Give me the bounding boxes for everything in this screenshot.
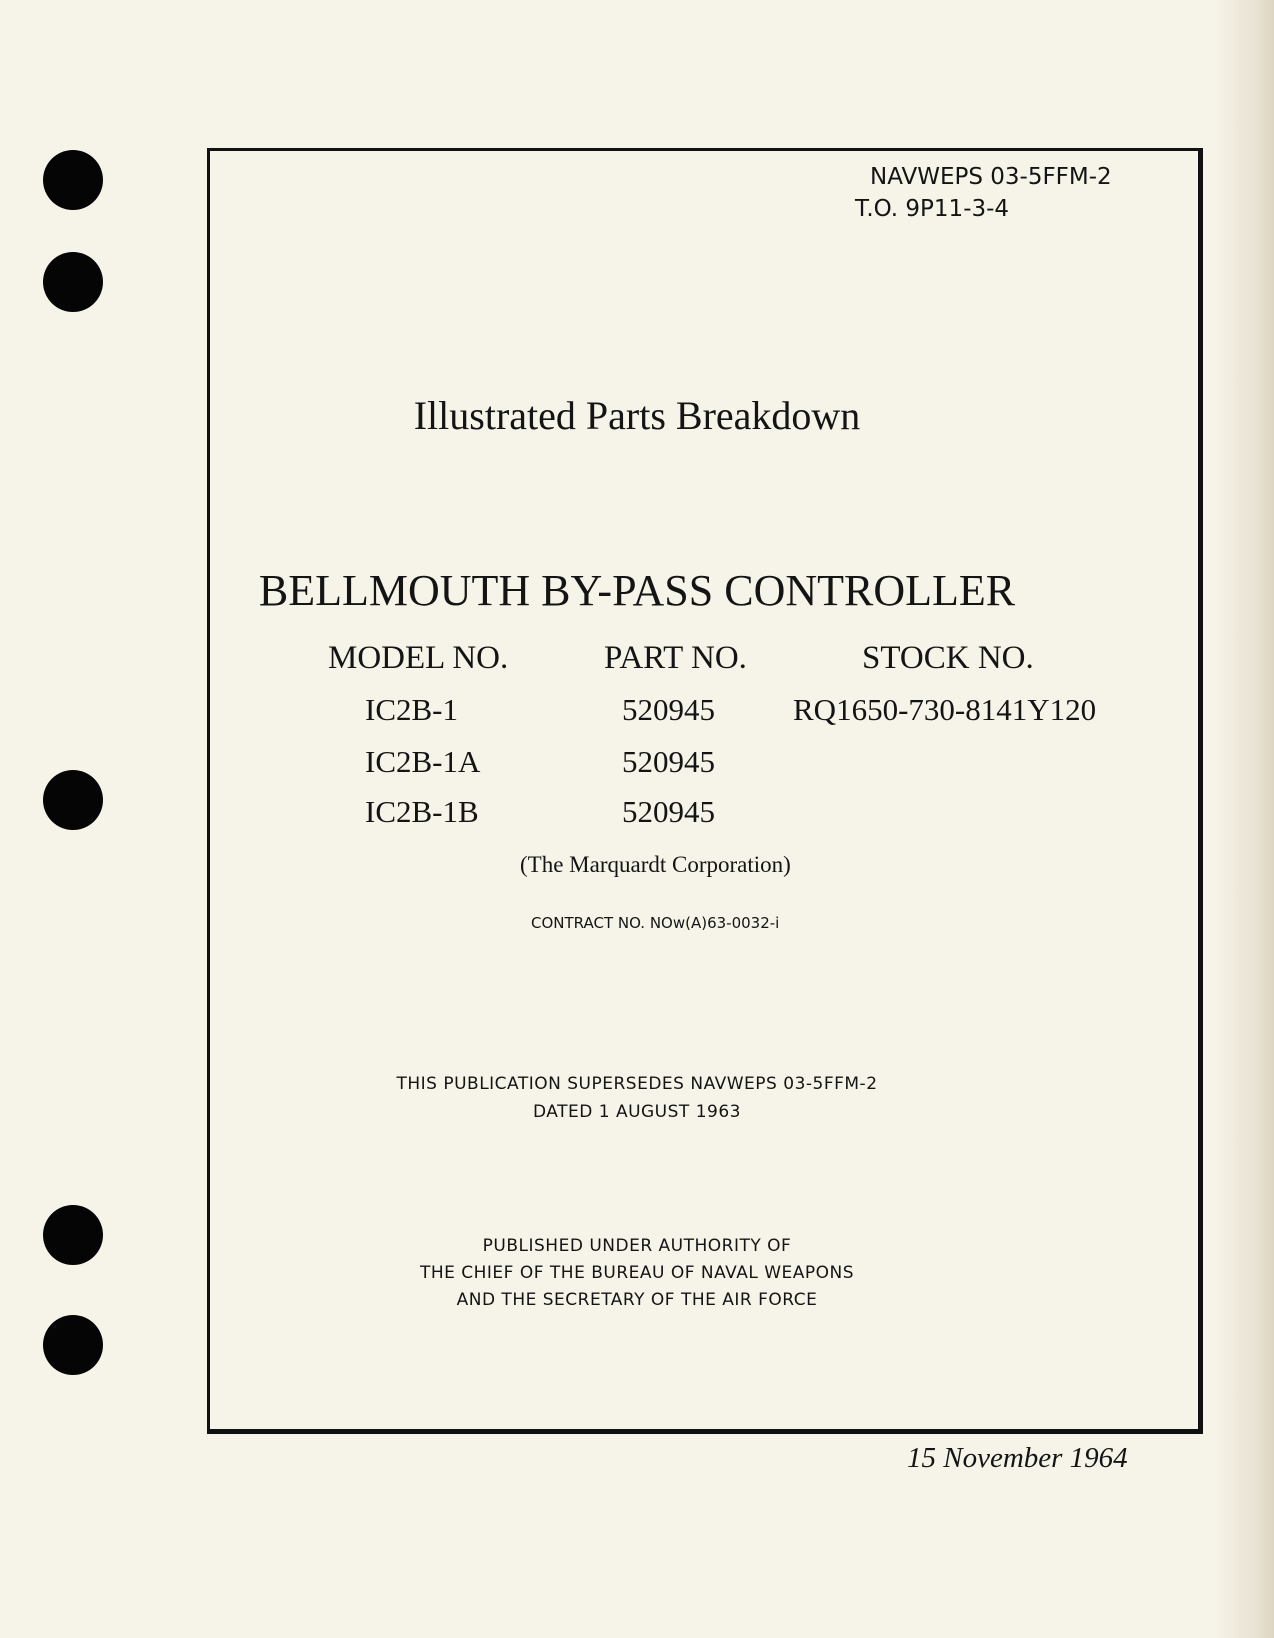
supersedes-line-2: DATED 1 AUGUST 1963 — [533, 1102, 741, 1122]
model-2: IC2B-1A — [365, 744, 481, 779]
part-3: 520945 — [622, 794, 715, 829]
supersedes-line-1: THIS PUBLICATION SUPERSEDES NAVWEPS 03-5FFM-2 — [396, 1074, 878, 1094]
part-1: 520945 — [622, 692, 715, 727]
punch-hole — [43, 252, 103, 312]
authority-line-2: THE CHIEF OF THE BUREAU OF NAVAL WEAPONS — [419, 1263, 855, 1283]
header-stock: STOCK NO. — [862, 640, 1034, 676]
model-1: IC2B-1 — [365, 692, 458, 727]
header-model: MODEL NO. — [328, 640, 509, 676]
part-2: 520945 — [622, 744, 715, 779]
navweps-number: NAVWEPS 03-5FFM-2 — [870, 164, 1112, 190]
page-edge-shadow — [1214, 0, 1274, 1638]
header-part: PART NO. — [604, 640, 747, 676]
to-number: T.O. 9P11-3-4 — [855, 196, 1010, 222]
authority-line-3: AND THE SECRETARY OF THE AIR FORCE — [456, 1290, 818, 1310]
manufacturer: (The Marquardt Corporation) — [520, 852, 791, 877]
punch-hole — [43, 1205, 103, 1265]
punch-hole — [43, 770, 103, 830]
document-title: BELLMOUTH BY-PASS CONTROLLER — [258, 566, 1016, 615]
document-type: Illustrated Parts Breakdown — [413, 393, 861, 438]
model-3: IC2B-1B — [365, 794, 479, 829]
punch-hole — [43, 1315, 103, 1375]
contract-number: CONTRACT NO. NOw(A)63-0032-i — [531, 914, 780, 932]
stock-1: RQ1650-730-8141Y120 — [793, 692, 1097, 727]
authority-line-1: PUBLISHED UNDER AUTHORITY OF — [482, 1236, 792, 1256]
punch-hole — [43, 150, 103, 210]
publication-date: 15 November 1964 — [907, 1442, 1128, 1474]
